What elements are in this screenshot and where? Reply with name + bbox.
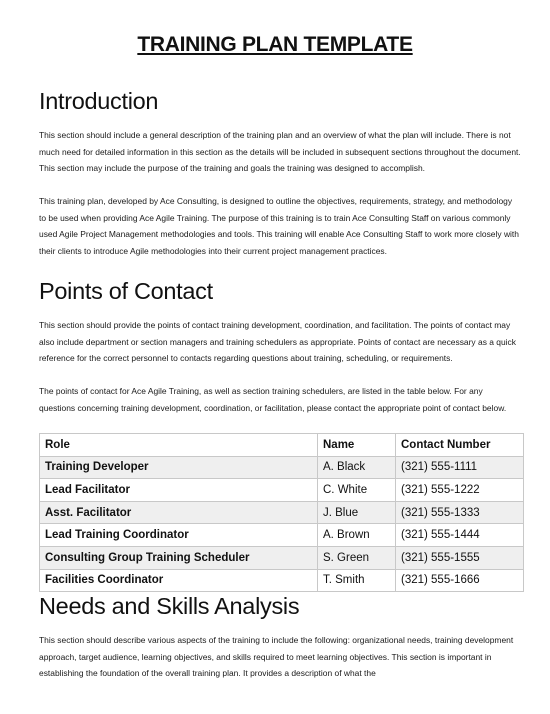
- role-cell: Consulting Group Training Scheduler: [40, 546, 318, 569]
- role-cell: Lead Training Coordinator: [40, 524, 318, 547]
- name-cell: J. Blue: [318, 501, 396, 524]
- table-row: [40, 569, 524, 592]
- name-cell: C. White: [318, 479, 396, 502]
- table-row: [40, 546, 524, 569]
- column-header-name: Name: [318, 434, 396, 457]
- table-row: [40, 479, 524, 502]
- contact-number-cell: (321) 555-1555: [396, 546, 524, 569]
- introduction-heading: Introduction: [39, 88, 159, 114]
- contact-number-cell: (321) 555-1444: [396, 524, 524, 547]
- name-cell: A. Brown: [318, 524, 396, 547]
- needs-and-skills-paragraph-1: This section should describe various aspects of the training to include the following: organizational needs, training development approach, target audience, learning objectives, and skills required to meet learning objectives. This section is important in establishing the foundation of the overall training plan. It provides a description of what the: [39, 635, 514, 679]
- document-title: TRAINING PLAN TEMPLATE: [137, 33, 413, 56]
- role-cell: Training Developer: [40, 456, 318, 479]
- needs-and-skills-heading: Needs and Skills Analysis: [39, 593, 300, 619]
- points-of-contact-paragraph-2: The points of contact for Ace Agile Training, as well as section training schedulers, are listed in the table below. For any questions concerning training development, coordination, or facilitation, please contact the appropriate point of contact below.: [39, 386, 507, 413]
- introduction-paragraph-2: This training plan, developed by Ace Consulting, is designed to outline the objectives, requirements, strategy, and methodology to be used when providing Ace Agile Training. The purpose of this training is to train Ace Consulting Staff on various commonly used Agile Project Management methodologies and tools. This training will enable Ace Consulting Staff to work more closely with their clients to introduce Agile methodologies into their current project management practices.: [39, 196, 519, 256]
- points-of-contact-paragraph-1: This section should provide the points of contact training development, coordination, and facilitation. The points of contact may also include department or section managers and training schedulers as appropriate. Points of contact are necessary as a quick reference for the correct personnel to contacts regarding questions about training, scheduling, or requirements.: [39, 320, 516, 364]
- name-cell: A. Black: [318, 456, 396, 479]
- role-cell: Lead Facilitator: [40, 479, 318, 502]
- table-row: [40, 524, 524, 547]
- role-cell: Facilities Coordinator: [40, 569, 318, 592]
- contacts-table: [39, 433, 524, 592]
- name-cell: S. Green: [318, 546, 396, 569]
- points-of-contact-heading: Points of Contact: [39, 278, 213, 304]
- table-header-row: [40, 434, 524, 457]
- contact-number-cell: (321) 555-1222: [396, 479, 524, 502]
- introduction-paragraph-1: This section should include a general description of the training plan and an overview of what the plan will include. There is not much need for detailed information in this section as the details will be included in subsequent sections throughout the document. This section may include the purpose of the training and goals the training was designed to accomplish.: [39, 130, 521, 174]
- column-header-contact-number: Contact Number: [396, 434, 524, 457]
- table-row: [40, 456, 524, 479]
- table-row: [40, 501, 524, 524]
- role-cell: Asst. Facilitator: [40, 501, 318, 524]
- contact-number-cell: (321) 555-1333: [396, 501, 524, 524]
- contact-number-cell: (321) 555-1111: [396, 456, 524, 479]
- contact-number-cell: (321) 555-1666: [396, 569, 524, 592]
- column-header-role: Role: [40, 434, 318, 457]
- name-cell: T. Smith: [318, 569, 396, 592]
